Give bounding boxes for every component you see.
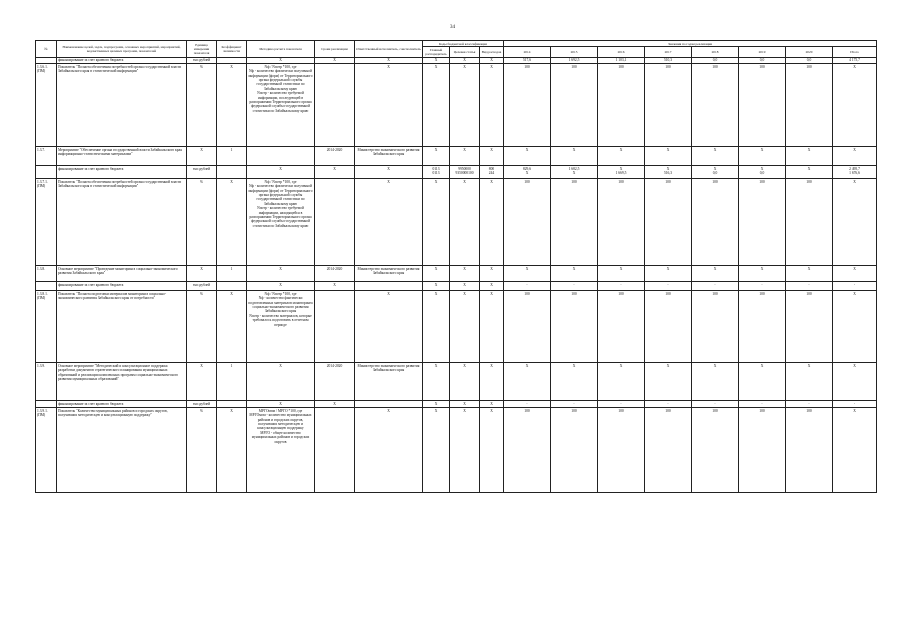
header-method: Методика расчета показателя: [247, 41, 315, 58]
row-year-value: 100: [645, 408, 692, 493]
row-unit: Х: [187, 363, 217, 401]
row-unit: %: [187, 291, 217, 363]
row-year-value: 100: [645, 179, 692, 266]
row-year-value: Х: [551, 266, 598, 282]
row-year-value: 517,6: [504, 57, 551, 64]
row-target-article: Х: [450, 64, 480, 147]
row-target-article: Х: [450, 363, 480, 401]
row-unit: тыс.рублей: [187, 401, 217, 408]
row-year-value: Х: [786, 166, 833, 179]
row-year-value: 100: [692, 291, 739, 363]
row-year-value: 829,6 Х: [504, 166, 551, 179]
row-number: 1.3.6.1. (ПМ): [36, 64, 57, 147]
program-table: [35, 40, 877, 493]
row-coefficient: [217, 401, 247, 408]
row-year-value: 100: [504, 408, 551, 493]
row-year-value: Х: [504, 147, 551, 166]
row-expense-type: Х: [480, 266, 504, 282]
row-unit: Х: [187, 147, 217, 166]
row-period: 2014-2020: [315, 363, 355, 401]
row-year-value: -: [504, 401, 551, 408]
row-year-value: Х: [504, 363, 551, 401]
row-year-value: -: [598, 401, 645, 408]
table-row: [36, 401, 877, 408]
header-total: Итого: [833, 47, 877, 57]
row-calculation-method: Nф / Nпотр *100, где Nф - количество фактически полученной информации (форм) от Территориального органа федеральной службы государственной статистики по Забайкальскому краю Nпотр - количество требуемой информации, последующей в распоряжении Территориального органа федеральной службы государственной статистики по Забайкальскому краю: [247, 64, 315, 147]
row-year-value: Х: [692, 266, 739, 282]
row-total-value: -: [833, 282, 877, 291]
row-target-article: Х: [450, 57, 480, 64]
row-year-value: 100: [504, 64, 551, 147]
row-expense-type: Х: [480, 57, 504, 64]
row-year-value: Х: [598, 363, 645, 401]
table-body: [36, 57, 877, 493]
header-year: 2018: [692, 47, 739, 57]
row-year-value: 1 682,5 Х: [551, 166, 598, 179]
row-year-value: Х: [739, 363, 786, 401]
row-expense-type: Х: [480, 401, 504, 408]
row-year-value: Х: [645, 266, 692, 282]
row-year-value: 100: [739, 64, 786, 147]
row-number: 1.3.9.: [36, 363, 57, 401]
row-year-value: 100: [692, 179, 739, 266]
row-responsible: Х: [355, 57, 423, 64]
header-budget-codes: Коды бюджетной классификации: [423, 41, 504, 47]
table-row: [36, 166, 877, 179]
row-name: Мероприятие "Обеспечение органа государственной власти Забайкальского края информационно-статистическими материалами": [57, 147, 187, 166]
table-row: [36, 179, 877, 266]
row-year-value: Х: [692, 363, 739, 401]
row-target-article: Х: [450, 282, 480, 291]
row-unit: Х: [187, 266, 217, 282]
row-period: 2014-2020: [315, 266, 355, 282]
row-period: [315, 408, 355, 493]
row-year-value: Х: [692, 147, 739, 166]
row-calculation-method: Х: [247, 166, 315, 179]
row-year-value: Х: [504, 266, 551, 282]
row-year-value: 100: [739, 408, 786, 493]
table-row: [36, 291, 877, 363]
row-year-value: -: [504, 282, 551, 291]
row-unit: %: [187, 179, 217, 266]
row-year-value: 0,0: [786, 57, 833, 64]
header-year: 2017: [645, 47, 692, 57]
row-year-value: -: [692, 282, 739, 291]
row-year-value: Х: [786, 147, 833, 166]
row-responsible: Х: [355, 291, 423, 363]
row-year-value: 1 692,5: [551, 57, 598, 64]
row-total-value: Х: [833, 363, 877, 401]
row-calculation-method: Х: [247, 401, 315, 408]
row-chief-manager: Х: [423, 282, 450, 291]
header-coef: Коэффициент значимости: [217, 41, 247, 58]
row-year-value: Х 0,0: [739, 166, 786, 179]
row-name: финансирование за счет краевого бюджета: [57, 282, 187, 291]
row-year-value: -: [645, 401, 692, 408]
row-target-article: Х: [450, 408, 480, 493]
row-total-value: Х: [833, 266, 877, 282]
row-year-value: 510,3: [645, 57, 692, 64]
row-year-value: -: [692, 401, 739, 408]
row-year-value: 100: [598, 291, 645, 363]
row-year-value: 0,0: [739, 57, 786, 64]
row-chief-manager: Х: [423, 266, 450, 282]
row-year-value: 100: [739, 291, 786, 363]
header-unit: Единица измерения показателя: [187, 41, 217, 58]
row-responsible: [355, 401, 423, 408]
row-period: [315, 64, 355, 147]
row-year-value: 100: [692, 408, 739, 493]
row-target-article: 9950000 9350000100: [450, 166, 480, 179]
row-period: Х: [315, 401, 355, 408]
row-coefficient: 1: [217, 147, 247, 166]
row-unit: %: [187, 64, 217, 147]
row-calculation-method: [247, 147, 315, 166]
row-total-value: Х: [833, 179, 877, 266]
row-name: финансирование за счет краевого бюджета: [57, 57, 187, 64]
header-year: 2015: [551, 47, 598, 57]
header-chief-manager: Главный распорядитель: [423, 47, 450, 57]
row-year-value: 100: [598, 408, 645, 493]
row-calculation-method: Nф / Nпотр *100, где Nф - количество фактически полученной информации (форм) от Территориального органа федеральной службы государственной статистики по Забайкальскому краю Nпотр - количество требуемой информации, находящейся в распоряжении Территориального органа федеральной службы государственной статистики по Забайкальскому краю: [247, 179, 315, 266]
row-calculation-method: МРГОмпм / МРГО *100, где МРГОмпм - количество муниципальных районов и городских округов, получивших методическую и консультационную поддержку МРГО - общее количество муниципальных районов и городских округов: [247, 408, 315, 493]
row-year-value: 100: [692, 64, 739, 147]
row-period: 2014-2020: [315, 147, 355, 166]
row-chief-manager: Х: [423, 64, 450, 147]
row-year-value: 1 103,1: [598, 57, 645, 64]
table-row: [36, 363, 877, 401]
row-period: Х: [315, 166, 355, 179]
row-year-value: Х: [598, 266, 645, 282]
row-year-value: 100: [645, 64, 692, 147]
row-chief-manager: Х: [423, 57, 450, 64]
row-total-value: Х: [833, 147, 877, 166]
row-number: 1.3.9.1. (ПМ): [36, 408, 57, 493]
header-num: №: [36, 41, 57, 58]
row-chief-manager: Х: [423, 291, 450, 363]
row-unit: тыс.рублей: [187, 57, 217, 64]
table-row: [36, 64, 877, 147]
row-target-article: Х: [450, 147, 480, 166]
row-chief-manager: Х: [423, 363, 450, 401]
header-year: 2016: [598, 47, 645, 57]
row-expense-type: 800 244: [480, 166, 504, 179]
row-unit: тыс.рублей: [187, 166, 217, 179]
row-responsible: [355, 282, 423, 291]
row-responsible: Х: [355, 179, 423, 266]
row-chief-manager: Х: [423, 408, 450, 493]
row-year-value: 100: [645, 291, 692, 363]
header-year: 2019: [739, 47, 786, 57]
row-period: [315, 179, 355, 266]
row-expense-type: Х: [480, 64, 504, 147]
row-expense-type: Х: [480, 147, 504, 166]
page-number: 34: [450, 25, 455, 30]
header-period: Сроки реализации: [315, 41, 355, 58]
header-responsible: Ответственный исполнитель, соисполнитель: [355, 41, 423, 58]
row-number: [36, 166, 57, 179]
table-row: [36, 147, 877, 166]
row-year-value: 100: [739, 179, 786, 266]
row-period: Х: [315, 57, 355, 64]
table-row: [36, 282, 877, 291]
row-coefficient: [217, 282, 247, 291]
row-period: Х: [315, 282, 355, 291]
row-year-value: 100: [786, 291, 833, 363]
row-responsible: Министерство экономического развития Забайкальского края: [355, 363, 423, 401]
row-year-value: -: [551, 282, 598, 291]
row-calculation-method: Х: [247, 266, 315, 282]
row-year-value: 100: [551, 64, 598, 147]
row-total-value: 4 175,7: [833, 57, 877, 64]
row-year-value: Х: [786, 363, 833, 401]
row-year-value: 100: [786, 408, 833, 493]
row-year-value: 100: [551, 179, 598, 266]
row-name: финансирование за счет краевого бюджета: [57, 401, 187, 408]
row-period: [315, 291, 355, 363]
row-year-value: Х: [739, 266, 786, 282]
row-calculation-method: Х: [247, 282, 315, 291]
row-coefficient: Х: [217, 64, 247, 147]
row-chief-manager: Х: [423, 401, 450, 408]
row-year-value: Х: [598, 147, 645, 166]
row-coefficient: Х: [217, 291, 247, 363]
row-responsible: Министерство экономического развития Забайкальского края: [355, 147, 423, 166]
table-row: [36, 266, 877, 282]
row-name: Показатель "Полнота подготовки материалов мониторинга социально-экономического развития Забайкальского края от потребности": [57, 291, 187, 363]
row-unit: %: [187, 408, 217, 493]
row-target-article: Х: [450, 291, 480, 363]
row-total-value: -: [833, 401, 877, 408]
row-total-value: 2 495,7 1 676,6: [833, 166, 877, 179]
row-number: [36, 401, 57, 408]
row-coefficient: 1: [217, 266, 247, 282]
header-target-article: Целевая статья: [450, 47, 480, 57]
row-year-value: 100: [551, 408, 598, 493]
row-coefficient: Х: [217, 408, 247, 493]
row-responsible: Х: [355, 64, 423, 147]
row-number: 1.3.8.1. (ПМ): [36, 291, 57, 363]
row-calculation-method: Nф / Nпотр *100, где Nф - количество фактически подготовленных материалов мониторинга социально-экономического развития Забайкальского края Nпотр - количество материалов, которые требовалось подготовить в отчетном периоде: [247, 291, 315, 363]
row-year-value: 100: [598, 179, 645, 266]
row-calculation-method: Х: [247, 57, 315, 64]
row-year-value: Х: [645, 147, 692, 166]
row-year-value: -: [739, 282, 786, 291]
row-year-value: -: [551, 401, 598, 408]
row-year-value: 100: [786, 179, 833, 266]
row-year-value: -: [739, 401, 786, 408]
row-number: 1.3.7.: [36, 147, 57, 166]
row-number: 1.3.8.: [36, 266, 57, 282]
row-year-value: 100: [598, 64, 645, 147]
row-year-value: Х: [786, 266, 833, 282]
row-name: Показатель "Количество муниципальных районов и городских округов, получивших методическую и консультационную поддержку": [57, 408, 187, 493]
row-year-value: 100: [786, 64, 833, 147]
row-responsible: Министерство экономического развития Забайкальского края: [355, 266, 423, 282]
row-year-value: Х: [551, 147, 598, 166]
row-expense-type: Х: [480, 291, 504, 363]
header-name: Наименование целей, задач, подпрограмм, основных мероприятий, мероприятий, ведомственных целевых программ, показателей: [57, 41, 187, 58]
row-target-article: Х: [450, 401, 480, 408]
row-chief-manager: 0113 0113: [423, 166, 450, 179]
header-year: 2020: [786, 47, 833, 57]
row-year-value: -: [786, 282, 833, 291]
row-year-value: -: [598, 282, 645, 291]
row-total-value: Х: [833, 64, 877, 147]
row-year-value: -: [786, 401, 833, 408]
row-year-value: Х 516,3: [645, 166, 692, 179]
header-year-values: Значения по годам реализации: [504, 41, 877, 47]
row-year-value: 100: [504, 179, 551, 266]
header-year: 2014: [504, 47, 551, 57]
row-expense-type: Х: [480, 408, 504, 493]
row-chief-manager: Х: [423, 147, 450, 166]
row-name: Показатель "Полнота обеспечения потребностей органа государственной власти Забайкальского края в статистической информации": [57, 179, 187, 266]
row-year-value: 0,0: [692, 57, 739, 64]
row-coefficient: 1: [217, 363, 247, 401]
row-coefficient: Х: [217, 179, 247, 266]
row-total-value: Х: [833, 291, 877, 363]
row-expense-type: Х: [480, 282, 504, 291]
row-calculation-method: Х: [247, 363, 315, 401]
row-responsible: Х: [355, 166, 423, 179]
row-year-value: Х: [551, 363, 598, 401]
row-year-value: Х 0,0: [692, 166, 739, 179]
row-year-value: Х 1 669,5: [598, 166, 645, 179]
row-name: Основное мероприятие "Методический и консультационное поддержка разработки документов стратегического планирования муниципальных образований и реализации комплексных программ социально-экономического развития муниципальных образований": [57, 363, 187, 401]
row-target-article: Х: [450, 266, 480, 282]
row-name: финансирование за счет краевого бюджета: [57, 166, 187, 179]
row-name: Основное мероприятие "Проведение мониторинга социально-экономического развития Забайкальского края": [57, 266, 187, 282]
table-row: [36, 408, 877, 493]
row-year-value: 100: [551, 291, 598, 363]
row-year-value: 100: [504, 291, 551, 363]
row-unit: тыс.рублей: [187, 282, 217, 291]
header-expense-type: Вид расходов: [480, 47, 504, 57]
row-chief-manager: Х: [423, 179, 450, 266]
row-target-article: Х: [450, 179, 480, 266]
row-year-value: -: [645, 282, 692, 291]
row-year-value: Х: [739, 147, 786, 166]
row-responsible: Х: [355, 408, 423, 493]
row-number: 1.3.7.1. (ПМ): [36, 179, 57, 266]
row-name: Показатель "Полнота обеспечения потребностей органа государственной власти Забайкальского края в статистической информации": [57, 64, 187, 147]
row-expense-type: Х: [480, 179, 504, 266]
row-total-value: Х: [833, 408, 877, 493]
row-number: [36, 282, 57, 291]
row-expense-type: Х: [480, 363, 504, 401]
row-coefficient: [217, 166, 247, 179]
row-year-value: Х: [645, 363, 692, 401]
